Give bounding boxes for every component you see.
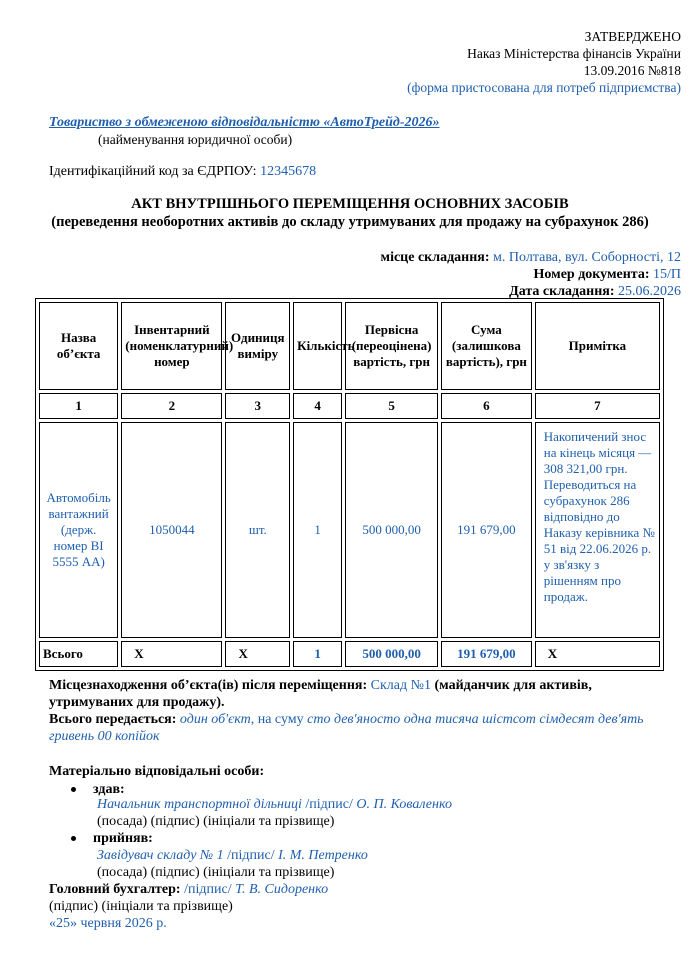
table-number-row — [39, 393, 660, 419]
handed-sign: /підпис/ — [305, 797, 353, 812]
transferred-label: Всього передається: — [49, 712, 177, 727]
transferred-paragraph — [49, 711, 659, 745]
signed-date: «25» червня 2026 р. — [49, 916, 167, 931]
edrpou-value: 12345678 — [260, 164, 317, 179]
accountant-name: Т. В. Сидоренко — [235, 882, 329, 897]
initial-cost-cell: 500 000,00 — [345, 422, 438, 638]
total-qty-cell: 1 — [293, 641, 342, 667]
approval-title: ЗАТВЕРДЖЕНО — [584, 29, 681, 44]
handed-position: Начальник транспортної дільниці — [97, 797, 302, 812]
location-rest: (майданчик для активів, утримуваних для продажу). — [49, 678, 592, 710]
handed-name: О. П. Коваленко — [356, 797, 452, 812]
qty-cell: 1 — [293, 422, 342, 638]
place-value: м. Полтава, вул. Соборності, 12 — [493, 250, 681, 265]
approval-order: Наказ Міністерства фінансів України — [467, 46, 681, 61]
asset-name-cell: Автомобіль вантажний (держ. номер ВІ 5555 АА) — [39, 422, 118, 638]
approval-block — [407, 28, 681, 96]
total-label-cell: Всього — [39, 641, 118, 667]
received-caption: (посада) (підпис) (ініціали та прізвище) — [97, 865, 335, 880]
header-cell: Одиниця виміру — [225, 302, 290, 390]
accountant-caption: (підпис) (ініціали та прізвище) — [49, 899, 233, 914]
location-value: Склад №1 — [370, 678, 431, 693]
header-cell: Назва об’єкта — [39, 302, 118, 390]
document-title: АКТ ВНУТРІШНЬОГО ПЕРЕМІЩЕННЯ ОСНОВНИХ ЗАСОБІВ — [131, 196, 569, 212]
handed-line — [97, 796, 452, 813]
unit-cell: шт. — [225, 422, 290, 638]
location-paragraph — [49, 677, 659, 711]
doc-date-value: 25.06.2026 — [618, 284, 681, 299]
received-name: І. М. Петренко — [278, 848, 368, 863]
column-number: 3 — [225, 393, 290, 419]
document-subtitle: (переведення необоротних активів до складу утримуваних для продажу на субрахунок 286) — [51, 214, 649, 230]
place-label: місце складання: — [380, 250, 490, 265]
column-number: 7 — [535, 393, 660, 419]
handed-label: здав: — [93, 782, 125, 797]
header-cell: Первісна (переоцінена) вартість, грн — [345, 302, 438, 390]
received-bullet — [71, 830, 153, 848]
total-unit-cell: Х — [225, 641, 290, 667]
received-line — [97, 847, 368, 864]
header-cell: Інвентарний (номенклатурний) номер — [121, 302, 222, 390]
table-total-row — [39, 641, 660, 667]
approval-date: 13.09.2016 №818 — [583, 63, 681, 78]
responsible-heading — [49, 763, 264, 780]
accountant-sign: /підпис/ — [184, 882, 232, 897]
header-cell: Примітка — [535, 302, 660, 390]
column-number: 1 — [39, 393, 118, 419]
table-row — [39, 422, 660, 638]
total-note-cell: Х — [535, 641, 660, 667]
note-cell: Накопичений знос на кінець місяця — 308 321,00 грн. Переводиться на субрахунок 286 відповідно до Наказу керівника № 51 від 22.06.2026 р. у зв'язку з рішенням про продаж. — [535, 422, 660, 638]
assets-table — [35, 298, 664, 671]
header-cell: Сума (залишкова вартість), грн — [441, 302, 532, 390]
bullet-icon — [71, 836, 76, 841]
accountant-label: Головний бухгалтер: — [49, 882, 181, 897]
received-label: прийняв: — [93, 831, 153, 846]
accountant-line — [49, 881, 328, 898]
header-cell: Кількість — [293, 302, 342, 390]
received-sign: /підпис/ — [227, 848, 275, 863]
bullet-icon — [71, 787, 76, 792]
edrpou-line — [49, 163, 316, 181]
responsible-heading-text: Матеріально відповідальні особи: — [49, 764, 265, 779]
transferred-count: один об'єкт — [179, 712, 251, 727]
company-caption: (найменування юридичної особи) — [98, 132, 293, 147]
place-line — [381, 249, 681, 267]
edrpou-label: Ідентифікаційний код за ЄДРПОУ: — [49, 164, 257, 179]
residual-cell: 191 679,00 — [441, 422, 532, 638]
column-number: 5 — [345, 393, 438, 419]
column-number: 2 — [121, 393, 222, 419]
total-initial-cost-cell: 500 000,00 — [345, 641, 438, 667]
inventory-cell: 1050044 — [121, 422, 222, 638]
transferred-sum-label: , на суму — [250, 712, 304, 727]
location-label: Місцезнаходження об’єкта(ів) після переміщення: — [49, 678, 368, 693]
received-position: Завідувач складу № 1 — [97, 848, 224, 863]
total-inventory-cell: Х — [121, 641, 222, 667]
doc-number-label: Номер документа: — [533, 267, 650, 282]
column-number: 6 — [441, 393, 532, 419]
approval-note: (форма пристосована для потреб підприємства) — [407, 80, 681, 95]
handed-caption: (посада) (підпис) (ініціали та прізвище) — [97, 814, 335, 829]
column-number: 4 — [293, 393, 342, 419]
company-name-text: Товариство з обмеженою відповідальністю «АвтоТрейд-2026» — [49, 115, 440, 130]
doc-number-value: 15/П — [653, 267, 681, 282]
total-residual-cell: 191 679,00 — [441, 641, 532, 667]
table-header-row — [39, 302, 660, 390]
company-name — [49, 113, 440, 132]
doc-date-label: Дата складання: — [509, 284, 615, 299]
doc-number-line — [534, 266, 681, 284]
transferred-sum-words: сто дев'яносто одна тисяча шістсот сімдесят дев'ять гривень 00 копійок — [49, 712, 644, 744]
